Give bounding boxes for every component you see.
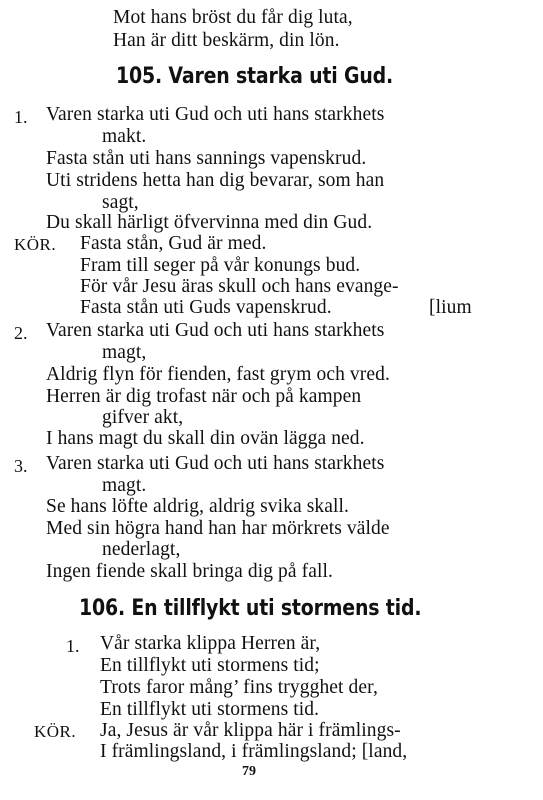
text-line: sagt,	[102, 192, 139, 213]
text-line: Se hans löfte aldrig, aldrig svika skall.	[46, 496, 350, 517]
verse-number: 3.	[14, 456, 28, 476]
text-line: Herren är dig trofast när och på kampen	[46, 386, 362, 407]
text-line: nederlagt,	[102, 539, 181, 560]
text-line: Aldrig flyn för fienden, fast grym och vred.	[46, 364, 390, 385]
hymn-105-title: 105. Varen starka uti Gud.	[116, 64, 394, 89]
text-line: Fasta stån, Gud är med.	[80, 233, 267, 254]
text-line: En tillflykt uti stormens tid;	[100, 655, 320, 676]
text-line: För vår Jesu äras skull och hans evange-	[80, 276, 399, 297]
text-line: En tillflykt uti stormens tid.	[100, 699, 320, 720]
text-line: Han är ditt beskärm, din lön.	[113, 30, 340, 51]
text-line: Varen starka uti Gud och uti hans starkhets	[46, 320, 385, 341]
text-line: Fasta stån uti hans sannings vapenskrud.	[46, 148, 367, 169]
text-line: magt.	[102, 475, 147, 496]
text-line: gifver akt,	[102, 407, 184, 428]
text-line: Med sin högra hand han har mörkrets välde	[46, 518, 390, 539]
text-line: I främlingsland, i främlingsland; [land,	[100, 741, 408, 762]
page-number: 79	[242, 764, 256, 779]
text-line: [lium	[429, 297, 472, 318]
text-line: Varen starka uti Gud och uti hans starkhets	[46, 104, 385, 125]
chorus-label: KÖR.	[14, 235, 57, 254]
text-line: I hans magt du skall din ovän lägga ned.	[46, 428, 365, 449]
hymn-106-title: 106. En tillflykt uti stormens tid.	[79, 596, 422, 621]
text-line: magt,	[102, 342, 147, 363]
text-line: Du skall härligt öfvervinna med din Gud.	[46, 212, 373, 233]
text-line: Ingen fiende skall bringa dig på fall.	[46, 561, 333, 582]
text-line: Mot hans bröst du får dig luta,	[113, 7, 353, 28]
text-line: Varen starka uti Gud och uti hans starkhets	[46, 453, 385, 474]
verse-number: 1.	[14, 107, 28, 127]
text-line: Ja, Jesus är vår klippa här i främlings-	[100, 720, 401, 741]
text-line: Trots faror mång’ fins trygghet der,	[100, 677, 378, 698]
text-line: Vår starka klippa Herren är,	[100, 633, 321, 654]
verse-number: 1.	[66, 636, 80, 656]
text-line: Fram till seger på vår konungs bud.	[80, 255, 361, 276]
verse-number: 2.	[14, 323, 28, 343]
text-line: makt.	[102, 126, 147, 147]
chorus-label: KÖR.	[34, 722, 77, 741]
text-line: Fasta stån uti Guds vapenskrud.	[80, 297, 332, 318]
text-line: Uti stridens hetta han dig bevarar, som han	[46, 170, 385, 191]
